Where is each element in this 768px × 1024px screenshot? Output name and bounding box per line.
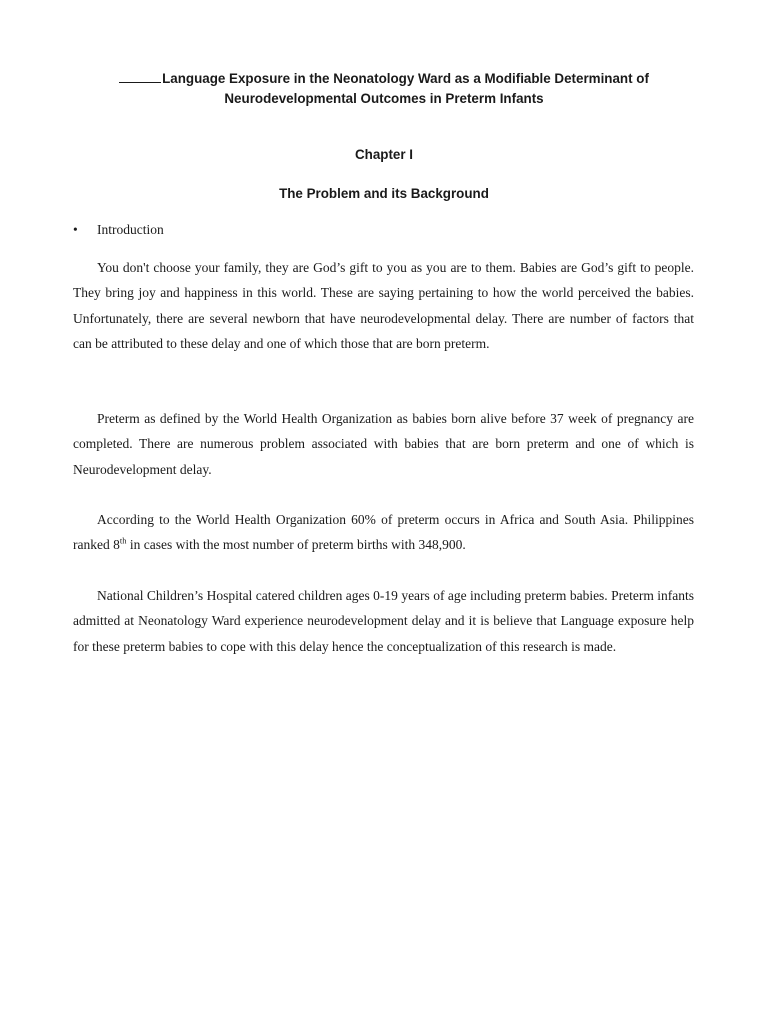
- title-line-2: Neurodevelopmental Outcomes in Preterm Infants: [224, 91, 544, 106]
- title-blank-line: [119, 70, 161, 83]
- paragraph-2: Preterm as defined by the World Health Organization as babies born alive before 37 week of pregnancy are completed. There are numerous problem associated with babies that are born preterm and one of which is Neurodevelopment delay.: [73, 411, 694, 477]
- document-title: [60, 69, 708, 109]
- paragraph-1: You don't choose your family, they are God’s gift to you as you are to them. Babies are God’s gift to people. They bring joy and happiness in this world. These are saying pertaining to how the world perceived the babies. Unfortunately, there are several newborn that have neurodevelopmental delay. There are number of factors that can be attributed to these delay and one of which those that are born preterm.: [73, 260, 694, 351]
- paragraph-3: [73, 507, 694, 558]
- paragraph-4: National Children’s Hospital catered children ages 0-19 years of age including preterm babies. Preterm infants admitted at Neonatology Ward experience neurodevelopment delay and it is believe that Language exposure help for these preterm babies to cope with this delay hence the conceptualization of this research is made.: [73, 588, 694, 654]
- section-heading: The Problem and its Background: [279, 186, 489, 201]
- bullet-icon: •: [73, 222, 78, 237]
- paragraph-3-text-b: in cases with the most number of preterm births with 348,900.: [126, 537, 466, 553]
- chapter-heading: Chapter I: [354, 147, 414, 162]
- paragraph-3-text-a: According to the World Health Organization 60% of preterm occurs in Africa and South Asia. Philippines ranked 8: [73, 512, 694, 553]
- title-line-1: Language Exposure in the Neonatology Ward as a Modifiable Determinant of: [162, 71, 649, 86]
- introduction-label: Introduction: [97, 222, 164, 237]
- introduction-bullet: [73, 221, 164, 239]
- ordinal-superscript: th: [119, 535, 127, 546]
